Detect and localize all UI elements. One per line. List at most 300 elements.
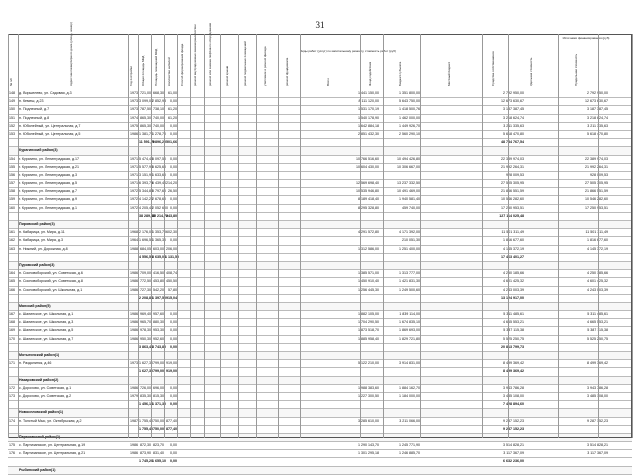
cell-x: 5 311 485,61 <box>587 312 608 317</box>
column-divider <box>177 34 178 438</box>
cell-total: 10 546 282,60 <box>501 197 524 202</box>
cell-y: 1979 <box>130 393 138 398</box>
cell-n: 158 <box>9 189 15 194</box>
cell-total: 3 187 387,45 <box>503 107 524 112</box>
cell-x: 9 287 152,23 <box>587 418 608 423</box>
cell-y: 1986 <box>130 271 138 276</box>
cell-v: 1 882 105,00 <box>358 312 379 317</box>
column-divider <box>220 34 221 438</box>
cell-s1: 721,00 <box>140 91 151 95</box>
cell-w: 1 869 693,00 <box>399 328 420 333</box>
cell-x: 17 250 953,51 <box>585 205 608 210</box>
column-divider <box>151 34 152 438</box>
cell-s2: 953,30 <box>153 328 164 333</box>
cell-total: 5 387 115,38 <box>503 328 524 333</box>
section-row <box>8 262 632 270</box>
table-row <box>8 172 632 180</box>
cell-y: 1971 <box>130 156 138 161</box>
cell-p: 0,00 <box>170 197 177 202</box>
header-cell <box>300 34 361 90</box>
cell-y: 1986 <box>130 312 138 317</box>
cell-a: п. Юбилейный, ул. Центральная, д.5 <box>19 131 81 136</box>
cell-s2: 35 214,70 <box>152 213 168 218</box>
header-cell-label: Средства собственников <box>491 51 495 86</box>
table-row <box>8 311 632 319</box>
cell-p: 0,00 <box>170 385 177 390</box>
cell-a: Партизанский район(2) <box>19 434 60 439</box>
cell-a: г. Курагино, ул. Ленинградская, д.21 <box>19 164 80 169</box>
cell-v: 1 642 884,18 <box>358 123 379 128</box>
cell-p: 877,40 <box>166 418 177 423</box>
table-row <box>8 98 632 106</box>
cell-s2: 5 097,50 <box>152 156 166 161</box>
cell-a: п. Сосновоборский, ул. Школьная, д.1 <box>19 287 83 292</box>
cell-s1: 1 755,40 <box>139 418 153 423</box>
cell-v: 8 295 328,80 <box>358 205 379 210</box>
header-cell-label: Общая площадь МКД <box>140 55 145 86</box>
cell-s2: 3 635,00 <box>152 254 166 259</box>
cell-v: 8 111 120,00 <box>358 99 379 104</box>
header-cell-label: Местный бюджет <box>447 62 451 86</box>
cell-p: 0,00 <box>170 123 177 128</box>
cell-a: г. Курагино, ул. Ленинградская, д.7 <box>19 189 78 194</box>
cell-w: 1 245 771,90 <box>399 443 420 448</box>
cell-n: 160 <box>9 205 15 210</box>
cell-y: 1972 <box>130 205 138 210</box>
cell-a: п. Нижний, ул. Дорожная, д.8 <box>19 246 68 251</box>
cell-p: 0,00 <box>170 238 177 243</box>
cell-v: 10 604 430,00 <box>356 164 379 169</box>
table-row <box>8 196 632 204</box>
cell-s1: 3 863,40 <box>139 344 153 349</box>
cell-w: 1 674 835,10 <box>399 320 420 325</box>
cell-s2: 880,30 <box>153 320 164 325</box>
cell-p: 0,00 <box>170 99 177 104</box>
column-divider <box>128 34 129 438</box>
page-number: 31 <box>315 20 325 30</box>
cell-total: 5 525 250,75 <box>503 336 524 341</box>
cell-a: п. Юбилейный, ул. Центральная, д.7 <box>19 123 81 128</box>
cell-n: 176 <box>9 451 15 456</box>
cell-a: с. Партизанское, ул. Центральная, д.21 <box>19 451 86 456</box>
header-cell <box>360 34 384 90</box>
cell-s2: 696,00 <box>153 385 164 390</box>
table-row <box>8 393 632 401</box>
cell-a: п. Подлесный, д.7 <box>19 107 50 112</box>
cell-total: 5 311 485,61 <box>503 312 524 317</box>
cell-w: 1 251 400,00 <box>399 246 420 251</box>
table-row <box>8 360 632 368</box>
cell-y: 1986 <box>130 328 138 333</box>
cell-n: 164 <box>9 271 15 276</box>
cell-w: 1 418 500,76 <box>399 107 420 112</box>
cell-s2: 957,60 <box>153 312 164 317</box>
cell-y: 1986 <box>130 336 138 341</box>
cell-n: 173 <box>9 393 15 398</box>
cell-x: 3 943 786,28 <box>587 385 608 390</box>
cell-p: 915,04 <box>166 295 177 300</box>
cell-total: 11 501 311,49 <box>501 230 524 235</box>
header-cell-label: Адрес многоквартирного дома (улица, номер) <box>69 22 73 86</box>
table-row <box>8 336 632 344</box>
cell-v: 1 385 571,00 <box>358 271 379 276</box>
cell-s1: 950,30 <box>140 336 151 341</box>
cell-s2: 3 743,80 <box>152 344 166 349</box>
cell-s1: 4 142,20 <box>139 197 153 202</box>
cell-a: г. Курагино, ул. Ленинградская, д.17 <box>19 156 80 161</box>
cell-s2: 799,00 <box>153 361 164 366</box>
cell-p: 0,00 <box>170 451 177 456</box>
cell-y: 1973 <box>130 99 138 104</box>
header-cell <box>204 22 221 90</box>
cell-s1: 872,30 <box>140 443 151 448</box>
cell-n: 175 <box>9 443 15 448</box>
column-divider <box>190 34 191 438</box>
subtotal-row <box>8 213 632 221</box>
cell-p: 243,80 <box>166 213 177 218</box>
subtotal-row <box>8 401 632 409</box>
cell-a: с. Шалинское, ул. Школьная, д.1 <box>19 312 74 317</box>
cell-p: 61,20 <box>168 115 177 120</box>
cell-s2: 740,00 <box>153 123 164 128</box>
works-group-title: Виды работ (услуг) по капитальному ремонту, стоимость работ (руб) <box>300 49 396 53</box>
cell-v: 2 851 432,30 <box>358 131 379 136</box>
header-cell <box>558 34 599 90</box>
cell-x: 4 250 185,66 <box>587 271 608 276</box>
header-cell-label: Предельная стоимость <box>574 53 578 86</box>
table-row <box>8 115 632 123</box>
cell-a: п. Кабарица, ул. Мира, д.11 <box>19 230 65 235</box>
column-divider <box>8 34 9 438</box>
header-cell-label: Год постройки <box>129 66 133 86</box>
section-row <box>8 352 632 360</box>
cell-total: 1 816 677,60 <box>503 238 524 243</box>
cell-n: 156 <box>9 172 15 177</box>
subtotal-row <box>8 254 632 262</box>
cell-p: 408,74 <box>166 271 177 276</box>
cell-total: 3 485 108,00 <box>503 393 524 398</box>
cell-v: 8 189 418,40 <box>358 197 379 202</box>
cell-p: 61,20 <box>168 107 177 112</box>
table-row <box>8 442 632 450</box>
cell-y: 1986 <box>130 131 138 136</box>
cell-y: 1972 <box>130 197 138 202</box>
cell-p: 0,00 <box>170 164 177 169</box>
cell-a: Пировский район(3) <box>19 222 55 226</box>
cell-y: 1971 <box>130 181 138 186</box>
cell-w: 1 351 800,00 <box>399 91 420 95</box>
cell-s1: 5 577,90 <box>139 164 153 169</box>
cell-s1: 2 176,00 <box>139 230 153 235</box>
cell-total: 27 505 305,95 <box>501 181 524 186</box>
cell-v: 5 122 210,00 <box>358 361 379 366</box>
cell-total: 4 665 553,21 <box>503 320 524 325</box>
cell-a: Пуровский район(3) <box>19 262 55 267</box>
cell-p: 206,00 <box>166 246 177 251</box>
cell-total: 22 389 974,03 <box>501 156 524 161</box>
cell-total: 4 601 425,32 <box>503 279 524 284</box>
cell-a: г. Курагино, ул. Ленинградская, д.9 <box>19 197 78 202</box>
cell-x: 12 673 630,67 <box>585 99 608 104</box>
cell-p: 501,66 <box>166 140 177 145</box>
cell-p: 0,00 <box>170 328 177 333</box>
cell-x: 3 514 828,21 <box>587 443 608 448</box>
cell-n: 167 <box>9 312 15 317</box>
header-cell-label: Удельная стоимость <box>529 57 533 86</box>
cell-total: 8 499 369,42 <box>503 361 524 366</box>
section-row <box>8 377 632 385</box>
cell-p: 919,00 <box>166 361 177 366</box>
cell-total: 3 211 335,63 <box>503 123 524 128</box>
cell-y: 1987 <box>130 418 138 423</box>
table-row <box>8 246 632 254</box>
header-cell-label: ремонт крыши <box>225 65 229 86</box>
cell-total: 20 813 799,73 <box>501 344 524 349</box>
header-cell <box>220 34 239 90</box>
cell-s1: 1 627,30 <box>139 361 153 366</box>
cell-s2: 603,00 <box>153 246 164 251</box>
cell-y: 1971 <box>130 164 138 169</box>
cell-w: 1 249 500,60 <box>399 287 420 292</box>
cell-a: Рыбинский район(1) <box>19 467 56 472</box>
cell-total: 9 287 152,23 <box>503 418 524 423</box>
table-row <box>8 450 632 458</box>
header-cell <box>190 24 205 90</box>
cell-s2: 416,50 <box>153 271 164 276</box>
cell-total: 21 866 551,59 <box>501 189 524 194</box>
cell-s2: 1 365,30 <box>152 238 166 243</box>
cell-p: 1 131,50 <box>165 254 179 259</box>
table-row <box>8 90 632 98</box>
header-cell-label: Способ формирования фонда <box>179 43 184 86</box>
cell-s1: 2 208,80 <box>139 295 153 300</box>
cell-s2: 6 439,40 <box>152 181 166 186</box>
cell-v: 1 873 518,70 <box>358 328 379 333</box>
cell-v: 1 290 143,70 <box>358 443 379 448</box>
header-cell-label: утепление и ремонт фасада <box>263 46 267 86</box>
cell-v: 10 766 516,60 <box>356 156 379 161</box>
cell-s2: 5 625,60 <box>152 164 166 169</box>
cell-total: 17 250 953,51 <box>501 205 524 210</box>
cell-w: 10 494 426,80 <box>397 156 420 161</box>
table-row <box>8 123 632 131</box>
cell-y: 1988 <box>130 246 138 251</box>
cell-w: 1 313 777,00 <box>399 271 420 276</box>
header-cell <box>383 34 421 90</box>
cell-s2: 799,00 <box>153 369 164 374</box>
cell-s1: 835,30 <box>140 393 151 398</box>
cell-y: 1986 <box>130 320 138 325</box>
cell-p: 57,80 <box>168 287 177 292</box>
cell-s1: 1 755,40 <box>139 426 153 431</box>
cell-n: 171 <box>9 361 15 366</box>
header-cell-label: № п/п <box>9 77 13 86</box>
cell-w: 1 421 831,30 <box>399 279 420 284</box>
cell-y: 1971 <box>130 172 138 177</box>
subtotal-row <box>8 295 632 303</box>
section-row <box>8 221 632 229</box>
cell-x: 27 505 305,95 <box>585 181 608 186</box>
cell-y: 1975 <box>130 123 138 128</box>
cell-w: 210 051,30 <box>402 238 420 243</box>
cell-x: 5 387 115,38 <box>587 328 608 333</box>
cell-v: 4 291 572,80 <box>358 230 379 235</box>
cell-a: с. Партизанское, ул. Центральная, д.19 <box>19 443 86 448</box>
cell-w: 1 884 162,70 <box>399 385 420 390</box>
cell-n: 153 <box>9 131 15 136</box>
cell-s1: 5 474,40 <box>139 156 153 161</box>
cell-x: 3 117 367,09 <box>587 451 608 456</box>
cell-total: 48 784 767,54 <box>501 140 524 145</box>
cell-v: 1 227 300,50 <box>358 393 379 398</box>
sources-group-title: Источники финансирования (руб) <box>562 36 610 40</box>
cell-n: 155 <box>9 164 15 169</box>
cell-s2: 668,30 <box>153 91 164 95</box>
cell-s1: 787,50 <box>140 107 151 112</box>
cell-p: 0,00 <box>170 320 177 325</box>
cell-p: 61,00 <box>168 91 177 95</box>
header-cell-label: Площадь помещений МКД <box>153 48 158 86</box>
cell-w: 10 491 469,00 <box>397 189 420 194</box>
cell-s2: 542,20 <box>153 287 164 292</box>
cell-s2: 831,40 <box>153 451 164 456</box>
cell-total: 3 218 624,74 <box>503 115 524 120</box>
subtotal-row <box>8 344 632 352</box>
cell-v: 1 540 178,90 <box>358 115 379 120</box>
cell-s1: 709,00 <box>140 271 151 276</box>
cell-a: п. Раздолинск, д.46 <box>19 361 52 366</box>
header-cell <box>238 34 257 90</box>
cell-a: с. Дорохово, ул. Советская, д.1 <box>19 385 72 390</box>
cell-total: 4 243 003,39 <box>503 287 524 292</box>
table-row <box>8 164 632 172</box>
cell-a: п. Толстый Мыс, ул. Октябрьская, д.2 <box>19 418 82 423</box>
cell-y: 1986 <box>130 287 138 292</box>
cell-y: 1973 <box>130 107 138 112</box>
cell-s2: 1 371,30 <box>152 402 166 407</box>
header-cell-label: ремонт или замена лифтового оборудования <box>208 22 212 86</box>
cell-y: 1973 <box>130 361 138 366</box>
cell-n: 154 <box>9 156 15 161</box>
cell-v: 3 285 610,00 <box>358 418 379 423</box>
cell-n: 174 <box>9 418 15 423</box>
cell-n: 165 <box>9 279 15 284</box>
cell-n: 166 <box>9 287 15 292</box>
cell-s1: 727,30 <box>140 287 151 292</box>
cell-s2: 952,60 <box>153 336 164 341</box>
column-divider <box>360 34 361 438</box>
cell-w: 3 914 831,00 <box>399 361 420 366</box>
cell-x: 5 525 250,75 <box>587 336 608 341</box>
cell-total: 5 618 470,80 <box>503 131 524 136</box>
cell-w: 1 184 000,00 <box>399 393 420 398</box>
cell-a: п. Кабарица, ул. Мира, д.3 <box>19 238 63 243</box>
column-divider <box>278 34 279 438</box>
cell-w: 459 740,00 <box>402 205 420 210</box>
cell-n: 161 <box>9 230 15 235</box>
cell-v: 1 312 586,00 <box>358 246 379 251</box>
cell-p: 214,20 <box>166 181 177 186</box>
header-cell-label: ремонт фундамента <box>285 57 289 86</box>
cell-total: 7 428 894,60 <box>503 402 524 407</box>
cell-x: 10 546 282,60 <box>585 197 608 202</box>
cell-w: 1 246 885,70 <box>399 451 420 456</box>
cell-v: 1 301 295,18 <box>358 451 379 456</box>
header-cell <box>151 34 165 90</box>
section-row <box>8 409 632 417</box>
cell-s1: 4 205,40 <box>139 205 153 210</box>
header-cell-label: Количество жителей <box>166 57 171 86</box>
cell-s1: 3 099,00 <box>139 99 153 104</box>
cell-v: 1 885 958,40 <box>358 336 379 341</box>
section-row <box>8 434 632 442</box>
cell-s1: 38 289,80 <box>139 213 155 218</box>
cell-total: 3 943 786,28 <box>503 385 524 390</box>
subtotal-row <box>8 458 632 466</box>
cell-v: 1 704 290,50 <box>358 320 379 325</box>
cell-total: 6 632 236,00 <box>503 459 524 464</box>
cell-total: 17 463 401,27 <box>501 254 524 259</box>
cell-w: 10 306 667,00 <box>397 164 420 169</box>
cell-x: 8 499 369,42 <box>587 361 608 366</box>
cell-total: 2 792 950,00 <box>503 91 524 95</box>
cell-p: 602,30 <box>166 230 177 235</box>
cell-s1: 865,30 <box>140 115 151 120</box>
cell-a: с. Шалинское, ул. Школьная, д.5 <box>19 328 74 333</box>
cell-s1: 726,00 <box>140 385 151 390</box>
cell-x: 22 389 974,03 <box>585 156 608 161</box>
column-divider <box>558 34 559 438</box>
column-divider <box>204 34 205 438</box>
cell-n: 172 <box>9 385 15 390</box>
cell-v: 12 569 698,40 <box>356 181 379 186</box>
cell-s1: 978,30 <box>140 328 151 333</box>
cell-a: с. Дорохово, ул. Советская, д.2 <box>19 393 72 398</box>
column-divider <box>482 34 483 438</box>
cell-total: 21 992 264,31 <box>501 164 524 169</box>
cell-p: 877,40 <box>166 426 177 431</box>
cell-s1: 865,30 <box>140 123 151 128</box>
cell-v: 1 441 150,00 <box>358 91 379 95</box>
table-body <box>8 90 632 475</box>
cell-a: п. Подлесный, д.8 <box>19 115 50 120</box>
column-divider <box>138 34 139 438</box>
cell-p: 919,00 <box>166 369 177 374</box>
subtotal-row <box>8 368 632 376</box>
cell-a: п. Сосновоборский, ул. Советская, д.6 <box>19 271 83 276</box>
column-divider <box>238 34 239 438</box>
cell-p: 0,00 <box>170 172 177 177</box>
column-divider <box>598 34 599 438</box>
cell-w: 13 237 332,50 <box>397 181 420 186</box>
cell-total: 3 117 367,09 <box>503 451 524 456</box>
cell-a: Манский район(5) <box>19 303 51 308</box>
cell-a: Курагинский район(3) <box>19 148 58 153</box>
cell-s2: 1 278,70 <box>152 131 166 136</box>
column-divider <box>164 34 165 438</box>
header-cell-label: Бюджет субъекта <box>397 61 402 86</box>
cell-a: г. Курагино, ул. Ленинградская, д.3 <box>19 172 78 177</box>
header-cell-label: Всего <box>326 78 330 86</box>
cell-x: 928 009,53 <box>590 172 608 177</box>
cell-w: 3 211 066,00 <box>399 418 420 423</box>
column-divider <box>18 34 19 438</box>
cell-a: п. Кемеш, д.23 <box>19 99 44 104</box>
section-row <box>8 303 632 311</box>
column-divider <box>256 34 257 438</box>
cell-n: 148 <box>9 91 15 95</box>
cell-s1: 1 381,70 <box>139 131 153 136</box>
